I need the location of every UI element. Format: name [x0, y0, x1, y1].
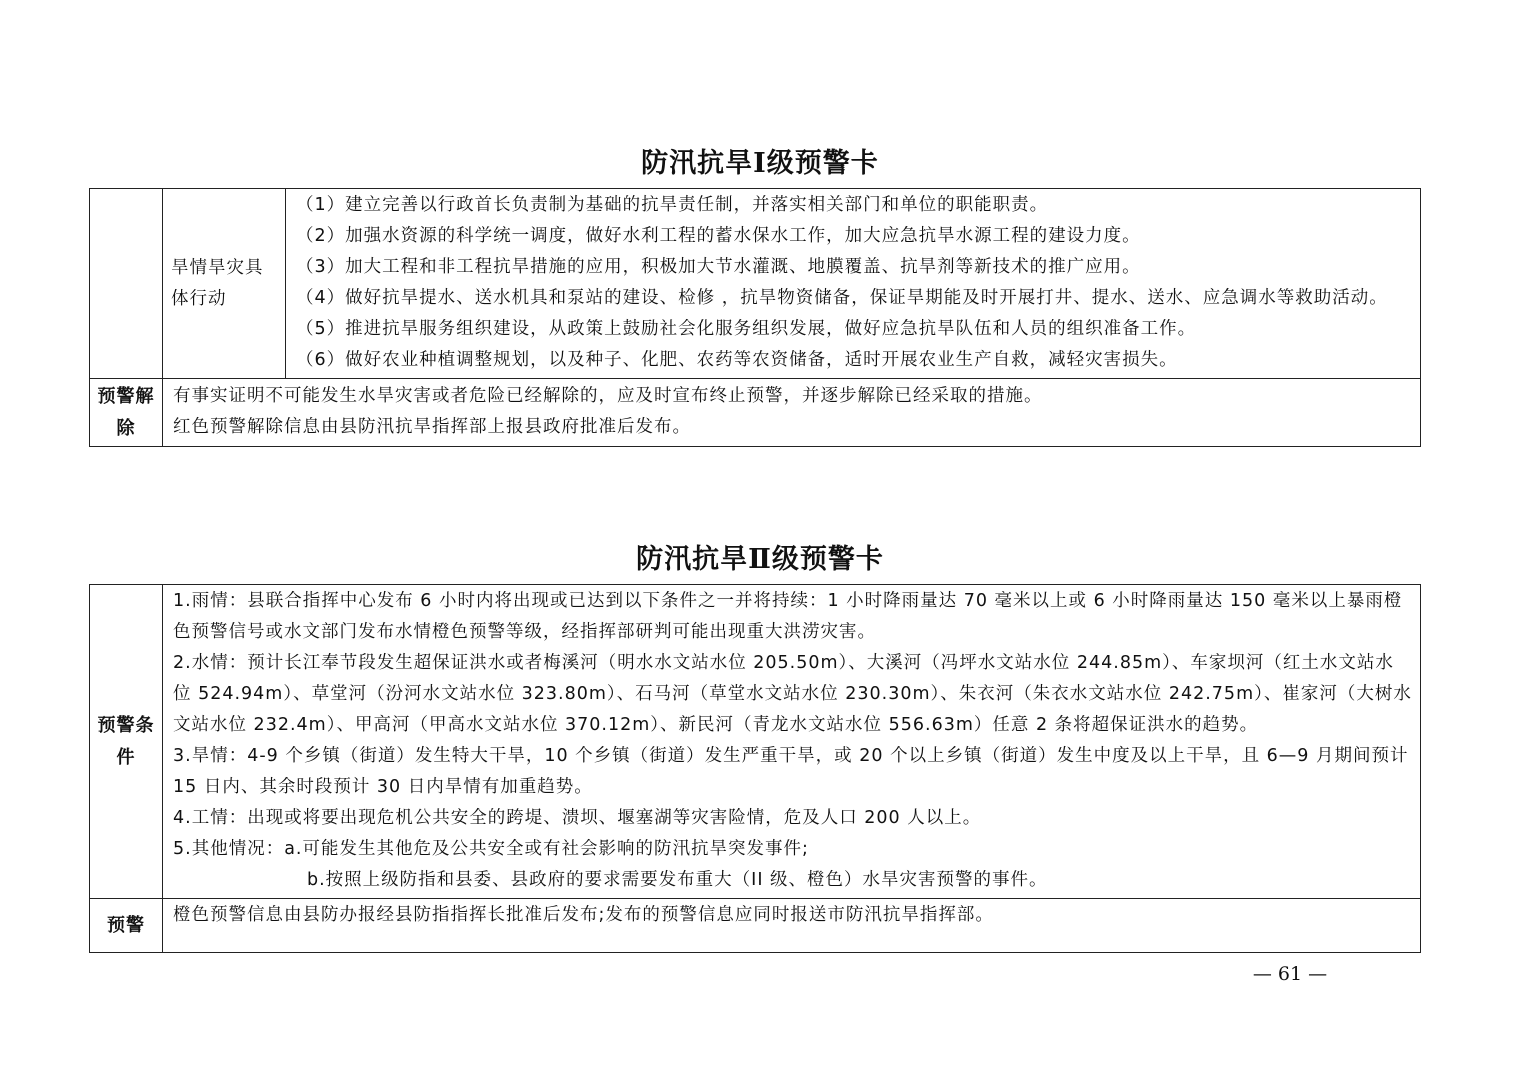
- card1-action-label-text: 旱情旱灾具体行动: [171, 257, 264, 309]
- card1-table: [89, 188, 1421, 447]
- card2-condition-item: 4.工情：出现或将要出现危机公共安全的跨堤、溃坝、堰塞湖等灾害险情，危及人口 200 人以上。: [173, 808, 982, 828]
- card1-action-list: [286, 189, 1421, 379]
- card2-conditions-label-text: 预警条件: [97, 714, 155, 768]
- card1-action-item: （1）建立完善以行政首长负责制为基础的抗旱责任制，并落实相关部门和单位的职能职责。: [296, 195, 1049, 215]
- card1-action-item: （3）加大工程和非工程抗旱措施的应用，积极加大节水灌溉、地膜覆盖、抗旱剂等新技术的推广应用。: [296, 257, 1141, 277]
- card1-release-line: 有事实证明不可能发生水旱灾害或者危险已经解除的，应及时宣布终止预警，并逐步解除已经采取的措施。: [173, 386, 1043, 406]
- card1-release-row: [90, 379, 1421, 447]
- card1-action-item: （4）做好抗旱提水、送水机具和泵站的建设、检修 ，抗旱物资储备，保证旱期能及时开展打井、提水、送水、应急调水等救助活动。: [296, 288, 1388, 308]
- card1-release-label: 预警解除: [90, 379, 163, 447]
- card1-action-item: （2）加强水资源的科学统一调度，做好水利工程的蓄水保水工作，加大应急抗旱水源工程的建设力度。: [296, 226, 1141, 246]
- card2-condition-item: b.按照上级防指和县委、县政府的要求需要发布重大（II 级、橙色）水旱灾害预警的事件。: [307, 870, 1048, 890]
- card1-release-text: [163, 379, 1421, 447]
- card2-release-row: [90, 899, 1421, 953]
- card2-release-label: 预警: [90, 899, 163, 953]
- card2-condition-item: 2.水情：预计长江奉节段发生超保证洪水或者梅溪河（明水水文站水位 205.50m）、大溪河（冯坪水文站水位 244.85m）、车家坝河（红土水文站水位 524.94m）、草堂河（汾河水文站水位 323.80m）、石马河（草堂水文站水位 230.30m）、朱衣河（朱衣水文站水位 242.75m）、崔家河（大树水文站水位 232.4m）、甲高河（甲高水文站水位 370.12m）、新民河（青龙水文站水位 556.63m）任意 2 条将超保证洪水的趋势。: [173, 653, 1412, 735]
- page-number: — 61 —: [1252, 963, 1328, 985]
- card1-action-item: （5）推进抗旱服务组织建设，从政策上鼓励社会化服务组织发展，做好应急抗旱队伍和人员的组织准备工作。: [296, 319, 1197, 339]
- card1-action-row: [90, 189, 1421, 379]
- card2-release-line: 橙色预警信息由县防办报经县防指指挥长批准后发布;发布的预警信息应同时报送市防汛抗旱指挥部。: [173, 905, 994, 925]
- card2-conditions-label: [90, 585, 163, 899]
- card2-conditions-row: [90, 585, 1421, 899]
- card2-title: 防汛抗旱Ⅱ级预警卡: [636, 544, 884, 575]
- card2-release-text: [163, 899, 1421, 953]
- card1-action-label: [163, 189, 286, 379]
- card2-table: [89, 584, 1421, 953]
- card2-condition-item: 3.旱情：4-9 个乡镇（街道）发生特大干旱，10 个乡镇（街道）发生严重干旱，或 20 个以上乡镇（街道）发生中度及以上干旱，且 6—9 月期间预计 15 日内、其余时段预计 30 日内旱情有加重趋势。: [173, 746, 1409, 797]
- card1-action-item: （6）做好农业种植调整规划，以及种子、化肥、农药等农资储备，适时开展农业生产自救，减轻灾害损失。: [296, 350, 1178, 370]
- card2-condition-item: 1.雨情：县联合指挥中心发布 6 小时内将出现或已达到以下条件之一并将持续：1 小时降雨量达 70 毫米以上或 6 小时降雨量达 150 毫米以上暴雨橙色预警信号或水文部门发布水情橙色预警等级，经指挥部研判可能出现重大洪涝灾害。: [173, 591, 1403, 642]
- card2-conditions-list: [163, 585, 1421, 899]
- card1-title: 防汛抗旱Ⅰ级预警卡: [641, 148, 879, 179]
- card2-condition-item: 5.其他情况：a.可能发生其他危及公共安全或有社会影响的防汛抗旱突发事件;: [173, 839, 809, 859]
- card1-empty-cell: [90, 189, 163, 379]
- card1-release-line: 红色预警解除信息由县防汛抗旱指挥部上报县政府批准后发布。: [173, 417, 691, 437]
